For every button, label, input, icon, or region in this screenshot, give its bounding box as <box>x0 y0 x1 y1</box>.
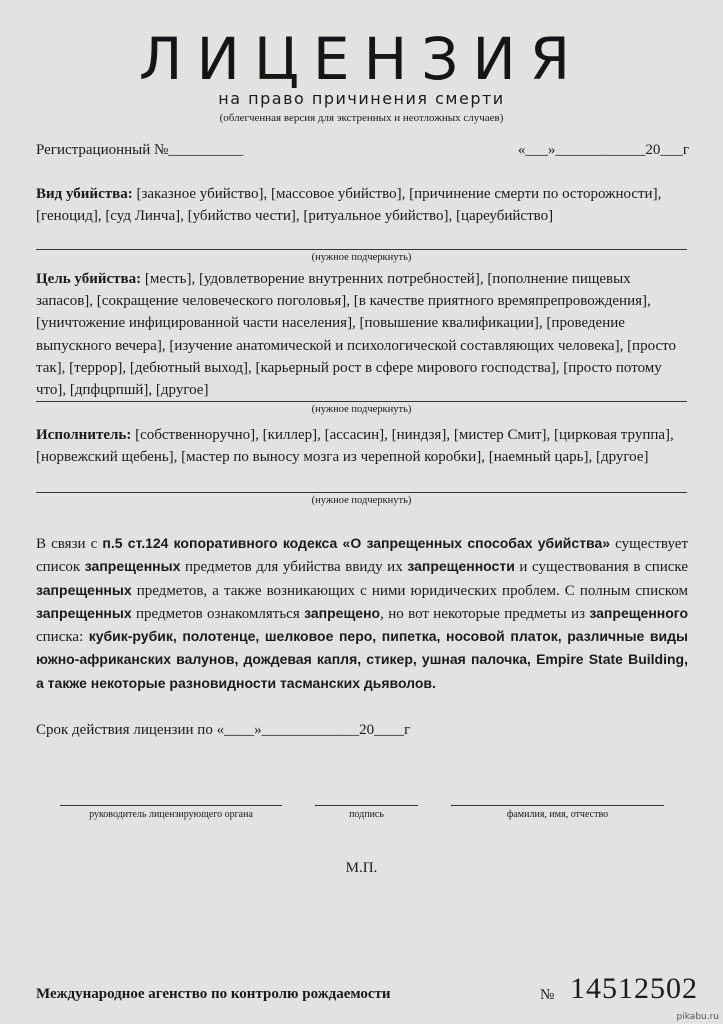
section-label: Исполнитель: <box>36 427 132 443</box>
divider <box>36 249 687 250</box>
registration-date-field: «___»____________20___г <box>517 142 689 158</box>
forbidden-items-paragraph <box>36 532 688 695</box>
section-label: Цель убийства: <box>36 271 142 287</box>
stamp-place: М.П. <box>345 860 378 876</box>
agency-name: Международное агенство по контролю рождаемости <box>36 986 391 1002</box>
paragraph-text: предметов для убийства ввиду их <box>180 559 408 576</box>
paragraph-bold: кубик-рубик, полотенце, шелковое перо, пипетка, носовой платок, различные виды южно-африканских валунов, дождевая капля, стикер, ушная палочка, Empire State Building, а также некоторые разновидности тасманских дьяволов. <box>36 628 688 691</box>
section-options: [заказное убийство], [массовое убийство], [причинение смерти по осторожности], [геноцид], [суд Линча], [убийство чести], [ритуальное убийство], [цареубийство] <box>36 186 662 225</box>
paragraph-bold: запрещенных <box>36 604 132 621</box>
signature-line-head <box>60 805 282 806</box>
section-label: Вид убийства: <box>36 186 133 202</box>
underline-note: (нужное подчеркнуть) <box>311 252 412 263</box>
document-subtitle: на право причинения смерти <box>218 89 505 108</box>
paragraph-bold: запрещенности <box>407 558 515 575</box>
underline-note: (нужное подчеркнуть) <box>311 495 412 506</box>
paragraph-bold: запрещенных <box>36 581 132 598</box>
paragraph-bold: запрещенных <box>84 558 181 575</box>
signature-line-name <box>451 805 664 806</box>
signature-label-head: руководитель лицензирующего органа <box>89 809 253 820</box>
license-number: 14512502 <box>570 972 698 1005</box>
signature-label-name: фамилия, имя, отчество <box>506 809 609 820</box>
paragraph-bold: п.5 ст.124 <box>102 535 169 551</box>
underline-note: (нужное подчеркнуть) <box>311 404 412 415</box>
paragraph-bold: копоративного кодекса «О запрещенных способах убийства» <box>173 535 611 551</box>
section-performer <box>36 424 686 468</box>
divider <box>36 492 687 493</box>
signature-label-sign: подпись <box>349 809 384 820</box>
registration-number-field: Регистрационный №__________ <box>36 142 244 158</box>
paragraph-text: В связи с <box>36 536 103 552</box>
document-title: ЛИЦЕНЗИЯ <box>138 25 585 93</box>
paragraph-text: существует список <box>36 536 689 576</box>
paragraph-text: , но вот некоторые предметы из <box>380 605 590 622</box>
section-kind-of-murder <box>36 183 686 227</box>
divider <box>36 401 687 402</box>
paragraph-text: списка: <box>36 629 89 646</box>
validity-field: Срок действия лицензии по «____»_____________20____г <box>36 722 411 738</box>
section-options: [месть], [удовлетворение внутренних потребностей], [пополнение пищевых запасов], [сокращение человеческого поголовья], [в качестве приятного времяпрепровождения], [уничтожение инфицированной части населения], [повышение квалификации], [проведение выпускного вечера], [изучение анатомической и психологической составляющих человека], [просто так], [террор], [дебютный выход], [карьерный рост в сфере мирового господства], [просто потому что], [дпфцрпшй], [другое] <box>36 271 676 399</box>
paragraph-text: предметов ознакомляться <box>131 605 305 622</box>
paragraph-text: и существования в списке <box>514 559 688 576</box>
section-purpose <box>36 268 686 401</box>
paragraph-bold: запрещено <box>304 604 381 621</box>
signature-line-sign <box>315 805 418 806</box>
section-options: [собственноручно], [киллер], [ассасин], [ниндзя], [мистер Смит], [цирковая труппа], [норвежский щебень], [мастер по выносу мозга из черепной коробки], [наемный царь], [другое] <box>36 427 674 466</box>
number-sign: № <box>540 987 555 1003</box>
paragraph-bold: запрещенного <box>589 604 688 621</box>
registration-row <box>36 140 689 160</box>
paragraph-text: предметов, а также возникающих с ними юридических проблем. С полным списком <box>131 582 688 599</box>
document-subnote: (облегченная версия для экстренных и неотложных случаев) <box>219 112 504 124</box>
watermark: pikabu.ru <box>676 1012 719 1022</box>
